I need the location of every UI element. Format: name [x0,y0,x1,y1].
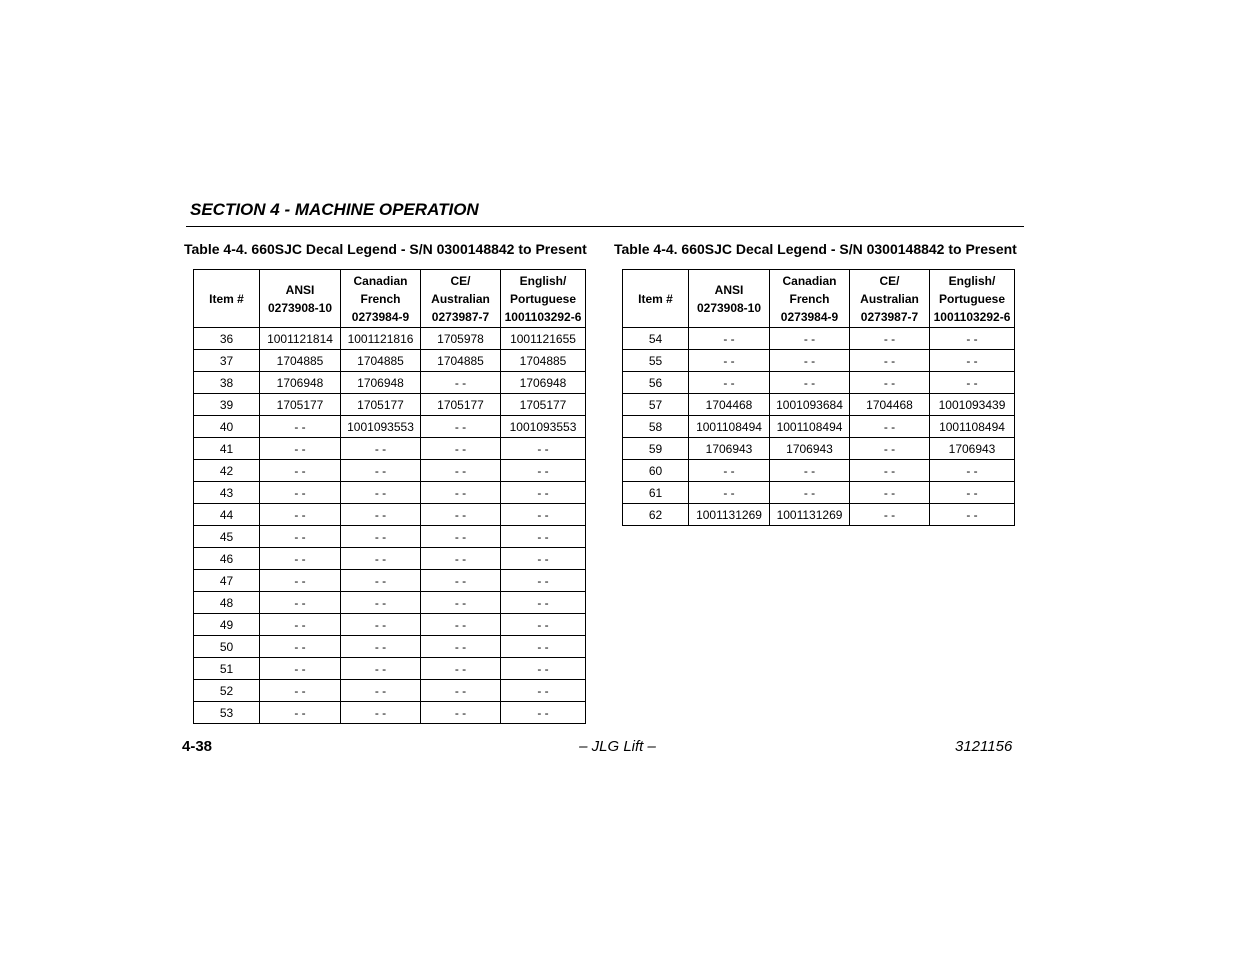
part-number-cell: 1704885 [341,350,421,372]
part-number-cell: 1704885 [260,350,341,372]
part-number-cell: - - [260,658,341,680]
part-number-cell: - - [421,614,501,636]
part-number-cell: - - [421,482,501,504]
part-number-cell: - - [341,504,421,526]
column-header [930,270,1015,328]
column-header-line: Portuguese [509,291,576,306]
part-number-cell: - - [689,350,770,372]
part-number-cell: - - [421,504,501,526]
part-number-cell: 1705177 [260,394,341,416]
part-number-cell: 1001108494 [689,416,770,438]
part-number-cell: - - [421,702,501,724]
item-number-cell: 55 [623,350,689,372]
column-header [770,270,850,328]
column-header-line: Canadian [353,273,408,288]
column-header-line: 1001103292-6 [504,309,582,324]
item-number-cell: 53 [194,702,260,724]
table-row [623,350,1015,372]
part-number-cell: - - [260,636,341,658]
item-number-cell: 50 [194,636,260,658]
part-number-cell: - - [850,460,930,482]
table-row [194,438,586,460]
part-number-cell: - - [501,526,586,548]
table-row [623,416,1015,438]
part-number-cell: 1704885 [501,350,586,372]
part-number-cell: - - [850,416,930,438]
part-number-cell: 1001108494 [930,416,1015,438]
table-row [623,460,1015,482]
part-number-cell: - - [770,328,850,350]
column-header-line: ANSI [285,282,315,297]
part-number-cell: - - [421,438,501,460]
table-row [623,482,1015,504]
part-number-cell: - - [421,416,501,438]
part-number-cell: 1706948 [260,372,341,394]
table-row [194,548,586,570]
column-header [501,270,586,328]
part-number-cell: 1704885 [421,350,501,372]
part-number-cell: 1706948 [341,372,421,394]
part-number-cell: - - [421,680,501,702]
part-number-cell: - - [260,614,341,636]
part-number-cell: - - [850,482,930,504]
part-number-cell: - - [850,328,930,350]
part-number-cell: 1001131269 [689,504,770,526]
part-number-cell: - - [260,548,341,570]
column-header-line: 0273987-7 [431,309,490,324]
table-row [194,636,586,658]
column-header [850,270,930,328]
part-number-cell: - - [341,460,421,482]
item-number-cell: 57 [623,394,689,416]
part-number-cell: 1001121816 [341,328,421,350]
table-caption-right: Table 4-4. 660SJC Decal Legend - S/N 0300148842 to Present [614,241,1017,257]
part-number-cell: - - [501,680,586,702]
part-number-cell: - - [850,504,930,526]
part-number-cell: - - [341,482,421,504]
part-number-cell: - - [501,504,586,526]
table-row [194,658,586,680]
part-number-cell: - - [341,526,421,548]
part-number-cell: - - [689,372,770,394]
part-number-cell: 1704468 [850,394,930,416]
part-number-cell: - - [501,614,586,636]
item-number-cell: 40 [194,416,260,438]
part-number-cell: - - [260,526,341,548]
table-row [623,504,1015,526]
part-number-cell: - - [850,372,930,394]
part-number-cell: - - [770,460,850,482]
part-number-cell: - - [421,548,501,570]
part-number-cell: - - [501,570,586,592]
part-number-cell: - - [260,592,341,614]
part-number-cell: - - [501,548,586,570]
table-header-row [194,270,586,328]
part-number-cell: - - [341,548,421,570]
item-number-cell: 38 [194,372,260,394]
item-number-cell: 49 [194,614,260,636]
table-header-row [623,270,1015,328]
column-header-line: Australian [860,291,919,306]
part-number-cell: - - [341,570,421,592]
part-number-cell: - - [850,350,930,372]
item-number-cell: 61 [623,482,689,504]
table-row [194,526,586,548]
part-number-cell: 1001121655 [501,328,586,350]
part-number-cell: - - [341,438,421,460]
part-number-cell: 1706943 [689,438,770,460]
part-number-cell: - - [930,328,1015,350]
column-header-line: 0273908-10 [696,300,762,315]
part-number-cell: 1705978 [421,328,501,350]
part-number-cell: - - [260,702,341,724]
table-row [623,438,1015,460]
part-number-cell: - - [930,504,1015,526]
column-header-line: English/ [948,273,996,288]
page-number: 4-38 [182,738,213,755]
column-header-line: English/ [519,273,567,288]
part-number-cell: 1706943 [770,438,850,460]
part-number-cell: - - [501,482,586,504]
part-number-cell: 1706943 [930,438,1015,460]
part-number-cell: 1001093553 [501,416,586,438]
table-row [194,570,586,592]
part-number-cell: - - [260,680,341,702]
column-header-line: 0273908-10 [267,300,333,315]
part-number-cell: - - [689,482,770,504]
table-row [194,394,586,416]
item-number-cell: 58 [623,416,689,438]
column-header-line: ANSI [714,282,744,297]
part-number-cell: 1001108494 [770,416,850,438]
part-number-cell: 1705177 [501,394,586,416]
part-number-cell: - - [770,350,850,372]
table-row [194,482,586,504]
part-number-cell: - - [341,658,421,680]
part-number-cell: - - [501,636,586,658]
item-number-cell: 41 [194,438,260,460]
column-header [689,270,770,328]
column-header-line: Portuguese [938,291,1005,306]
part-number-cell: - - [770,372,850,394]
item-number-cell: 52 [194,680,260,702]
part-number-cell: 1001121814 [260,328,341,350]
part-number-cell: 1001093439 [930,394,1015,416]
part-number-cell: 1001131269 [770,504,850,526]
table-row [194,504,586,526]
column-header-line: French [360,291,401,306]
table-row [194,614,586,636]
part-number-cell: - - [341,680,421,702]
item-number-cell: 48 [194,592,260,614]
part-number-cell: 1705177 [341,394,421,416]
section-title: SECTION 4 - MACHINE OPERATION [190,200,479,219]
part-number-cell: - - [341,636,421,658]
item-number-cell: 37 [194,350,260,372]
column-header-line: Item # [638,291,673,306]
part-number-cell: - - [421,592,501,614]
part-number-cell: 1704468 [689,394,770,416]
part-number-cell: - - [850,438,930,460]
part-number-cell: - - [689,328,770,350]
part-number-cell: - - [689,460,770,482]
table-row [194,592,586,614]
column-header-line: 0273984-9 [780,309,839,324]
part-number-cell: - - [421,526,501,548]
table-caption-left: Table 4-4. 660SJC Decal Legend - S/N 0300148842 to Present [184,241,587,257]
document-number: 3121156 [955,738,1013,755]
column-header-line: Canadian [782,273,837,288]
item-number-cell: 56 [623,372,689,394]
column-header-line: Australian [431,291,490,306]
part-number-cell: - - [930,460,1015,482]
table-row [194,350,586,372]
part-number-cell: - - [930,372,1015,394]
part-number-cell: - - [421,636,501,658]
part-number-cell: - - [421,372,501,394]
table-row [623,372,1015,394]
item-number-cell: 47 [194,570,260,592]
item-number-cell: 62 [623,504,689,526]
column-header-line: Item # [209,291,244,306]
part-number-cell: - - [501,592,586,614]
item-number-cell: 42 [194,460,260,482]
column-header [260,270,341,328]
column-header-line: CE/ [450,273,471,288]
table-row [194,460,586,482]
part-number-cell: - - [260,570,341,592]
item-number-cell: 54 [623,328,689,350]
column-header-line: 0273987-7 [860,309,919,324]
part-number-cell: - - [341,614,421,636]
part-number-cell: - - [260,504,341,526]
column-header [341,270,421,328]
item-number-cell: 39 [194,394,260,416]
table-row [194,702,586,724]
column-header-line: CE/ [879,273,900,288]
part-number-cell: - - [341,592,421,614]
item-number-cell: 46 [194,548,260,570]
item-number-cell: 51 [194,658,260,680]
part-number-cell: - - [341,702,421,724]
table-row [194,328,586,350]
item-number-cell: 60 [623,460,689,482]
part-number-cell: - - [770,482,850,504]
part-number-cell: - - [501,460,586,482]
column-header [194,270,260,328]
part-number-cell: - - [501,438,586,460]
part-number-cell: - - [421,658,501,680]
column-header [421,270,501,328]
header-rule [186,226,1024,227]
part-number-cell: 1001093553 [341,416,421,438]
part-number-cell: - - [421,570,501,592]
part-number-cell: 1706948 [501,372,586,394]
item-number-cell: 59 [623,438,689,460]
column-header-line: 1001103292-6 [933,309,1011,324]
table-row [623,328,1015,350]
part-number-cell: - - [501,658,586,680]
column-header-line: 0273984-9 [351,309,410,324]
column-header-line: French [789,291,830,306]
column-header [623,270,689,328]
part-number-cell: - - [260,416,341,438]
table-row [194,372,586,394]
item-number-cell: 36 [194,328,260,350]
decal-table-left [193,269,586,724]
part-number-cell: - - [930,482,1015,504]
part-number-cell: - - [260,460,341,482]
part-number-cell: - - [260,438,341,460]
table-row [623,394,1015,416]
part-number-cell: 1705177 [421,394,501,416]
part-number-cell: - - [260,482,341,504]
part-number-cell: - - [930,350,1015,372]
footer-title: – JLG Lift – [579,738,656,755]
part-number-cell: - - [421,460,501,482]
part-number-cell: 1001093684 [770,394,850,416]
part-number-cell: - - [501,702,586,724]
table-row [194,680,586,702]
item-number-cell: 44 [194,504,260,526]
item-number-cell: 43 [194,482,260,504]
decal-table-right [622,269,1015,526]
table-row [194,416,586,438]
item-number-cell: 45 [194,526,260,548]
